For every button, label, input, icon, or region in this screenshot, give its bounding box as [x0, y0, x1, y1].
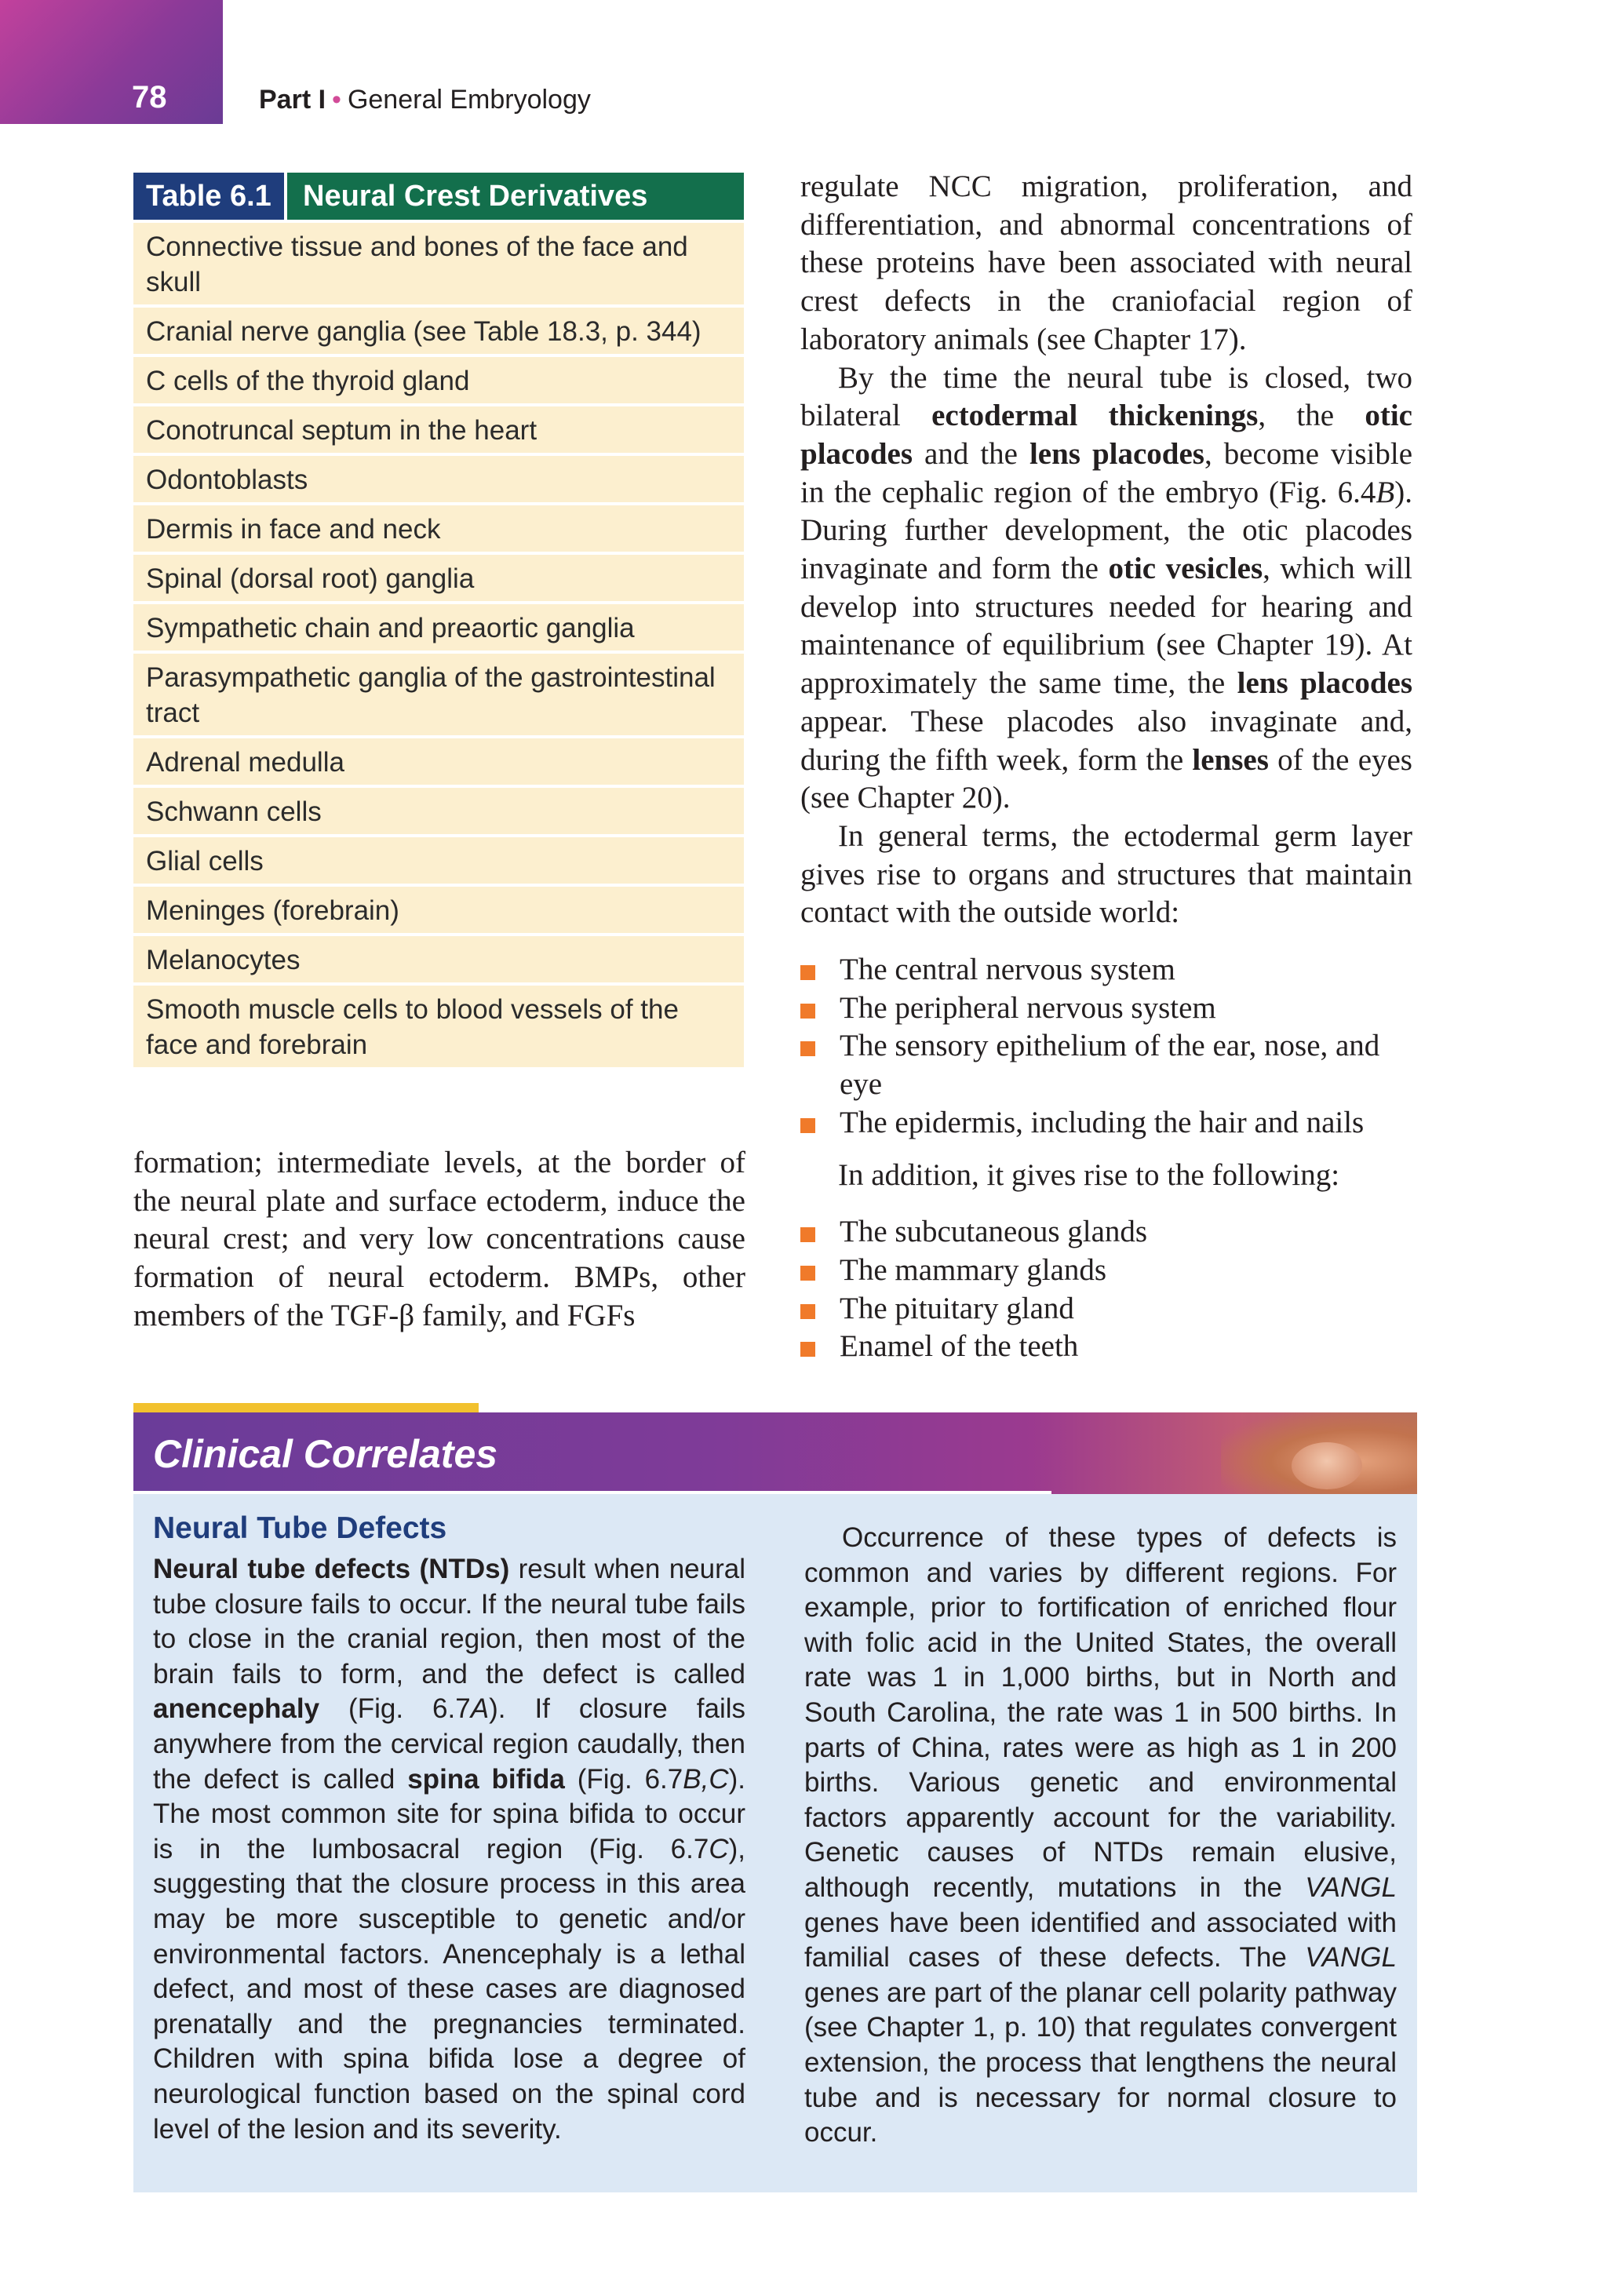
text-run: ). The most common site for spina bifida to occur is in the lumbosacral region (Fig. 6.7 — [153, 1763, 745, 1864]
figure-panel-ref: B — [1376, 475, 1395, 509]
list-item: The sensory epithelium of the ear, nose, and eye — [800, 1027, 1412, 1103]
text-run: genes have been identified and associated with familial cases of these defects. The — [804, 1907, 1397, 1973]
clinical-body — [133, 1494, 1417, 2192]
text-run: ), suggesting that the closure process in this area may be more susceptible to genetic and/or environmental factors. Anencephaly is a lethal defect, and most of these cases are diagnosed prenatally and the pregnancies terminated. Children with spina bifida lose a degree of neurological function based on the spinal cord level of the lesion and its severity. — [153, 1833, 745, 2145]
table-row: Glial cells — [133, 837, 744, 884]
text-run: Occurrence of these types of defects is common and varies by different regions. For example, prior to fortification of enriched flour with folic acid in the United States, the overall rate was 1 in 1,000 births, but in North and South Carolina, the rate was 1 in 500 births. In parts of China, rates were as high as 1 in 200 births. Various genetic and environmental factors apparently account for the variability. Genetic causes of NTDs remain elusive, although recently, mutations in the — [804, 1522, 1397, 1903]
body-paragraph: formation; intermediate levels, at the border of the neural plate and surface ectoderm, induce the neural crest; and very low concentrations cause formation of neural ectoderm. BMPs, other members of the TGF-β family, and FGFs — [133, 1146, 745, 1332]
list-item: The subcutaneous glands — [800, 1213, 1412, 1252]
banner-photo-highlight — [1292, 1442, 1362, 1489]
key-term: otic vesicles — [1108, 552, 1263, 586]
left-column-text — [133, 1144, 745, 1336]
clinical-paragraph — [153, 1552, 745, 2147]
table-header — [133, 173, 744, 220]
separator-dot: • — [332, 85, 341, 115]
clinical-left-column — [153, 1510, 745, 2147]
table-row: Adrenal medulla — [133, 738, 744, 785]
right-column-text — [800, 168, 1412, 1380]
list-item: The epidermis, including the hair and nails — [800, 1104, 1412, 1143]
text-run: result when neural tube closure fails to occur. If the neural tube fails to close in the cranial region, then most of the brain fails to form, and the defect is called — [153, 1554, 745, 1689]
text-run: , become visible in the cephalic region of the embryo (Fig. 6.4 — [800, 436, 1412, 509]
key-term: spina bifida — [407, 1763, 565, 1795]
key-term: lens placodes — [1237, 666, 1413, 701]
text-run: (Fig. 6.7 — [319, 1693, 471, 1725]
text-run: ). During further development, the otic placodes invaginate and form the — [800, 475, 1412, 586]
list-item: The central nervous system — [800, 951, 1412, 989]
body-paragraph — [800, 359, 1412, 818]
part-label: Part I — [259, 85, 326, 115]
table-row: Cranial nerve ganglia (see Table 18.3, p. 344) — [133, 308, 744, 354]
text-run: , the — [1258, 399, 1365, 433]
table-row: Smooth muscle cells to blood vessels of the face and forebrain — [133, 986, 744, 1067]
bullet-list — [800, 1213, 1412, 1366]
table-number: Table 6.1 — [133, 173, 284, 220]
table-row: Spinal (dorsal root) ganglia — [133, 555, 744, 601]
key-term: Neural tube defects (NTDs) — [153, 1554, 510, 1584]
clinical-banner — [133, 1412, 1417, 1494]
text-run: of the eyes (see Chapter 20). — [800, 742, 1412, 815]
key-term: anencephaly — [153, 1693, 320, 1725]
table-row: Parasympathetic ganglia of the gastrointestinal tract — [133, 654, 744, 735]
list-item: The pituitary gland — [800, 1290, 1412, 1328]
clinical-heading: Neural Tube Defects — [153, 1511, 447, 1545]
table-row: Conotruncal septum in the heart — [133, 406, 744, 453]
text-run: genes are part of the planar cell polarity pathway (see Chapter 1, p. 10) that regulates convergent extension, the process that lengthens the neural tube and is necessary for normal closure to occur. — [804, 1977, 1397, 2148]
list-item: The mammary glands — [800, 1252, 1412, 1290]
figure-panel-ref: C — [709, 1833, 729, 1864]
table-rows — [133, 223, 744, 1067]
table-row: Dermis in face and neck — [133, 505, 744, 552]
running-head — [259, 85, 591, 115]
table-row: C cells of the thyroid gland — [133, 357, 744, 403]
page-corner-tab — [0, 0, 223, 124]
clinical-title: Clinical Correlates — [153, 1432, 498, 1476]
section-label: General Embryology — [347, 85, 591, 115]
body-paragraph: In general terms, the ectodermal germ layer gives rise to organs and structures that maintain contact with the outside world: — [800, 818, 1412, 930]
gene-name: VANGL — [1305, 1871, 1397, 1903]
key-term: ectodermal thickenings — [931, 399, 1259, 433]
table-title: Neural Crest Derivatives — [287, 173, 744, 220]
body-paragraph: regulate NCC migration, proliferation, and differentiation, and abnormal concentrations of these proteins have been associated with neural crest defects in the craniofacial region of laboratory animals (see Chapter 17). — [800, 169, 1412, 356]
list-item: Enamel of the teeth — [800, 1328, 1412, 1366]
clinical-paragraph — [804, 1521, 1397, 2151]
table-row: Odontoblasts — [133, 456, 744, 502]
text-run: appear. These placodes also invaginate and, during the fifth week, form the — [800, 704, 1412, 777]
page-number: 78 — [132, 80, 167, 115]
table-row: Sympathetic chain and preaortic ganglia — [133, 604, 744, 651]
text-run: and the — [913, 436, 1029, 471]
neural-crest-table — [133, 173, 744, 1070]
list-item: The peripheral nervous system — [800, 989, 1412, 1028]
body-paragraph: In addition, it gives rise to the following: — [838, 1157, 1340, 1192]
figure-panel-ref: B,C — [683, 1763, 729, 1795]
table-row: Melanocytes — [133, 936, 744, 982]
table-row: Schwann cells — [133, 788, 744, 834]
key-term: lenses — [1192, 742, 1269, 777]
key-term: otic placodes — [800, 399, 1412, 471]
text-run: , which will develop into structures needed for hearing and maintenance of equilibrium (see Chapter 19). At approximately the same time, the — [800, 552, 1413, 701]
text-run: ). If closure fails anywhere from the cervical region caudally, then the defect is called — [153, 1693, 745, 1795]
text-run: (Fig. 6.7 — [564, 1763, 683, 1795]
gene-name: VANGL — [1305, 1942, 1397, 1973]
text-run: By the time the neural tube is closed, two bilateral — [800, 360, 1412, 433]
table-row: Connective tissue and bones of the face and skull — [133, 223, 744, 304]
figure-panel-ref: A — [470, 1693, 490, 1725]
bullet-list — [800, 951, 1412, 1143]
clinical-right-column — [804, 1521, 1397, 2151]
key-term: lens placodes — [1029, 436, 1204, 471]
table-row: Meninges (forebrain) — [133, 887, 744, 933]
